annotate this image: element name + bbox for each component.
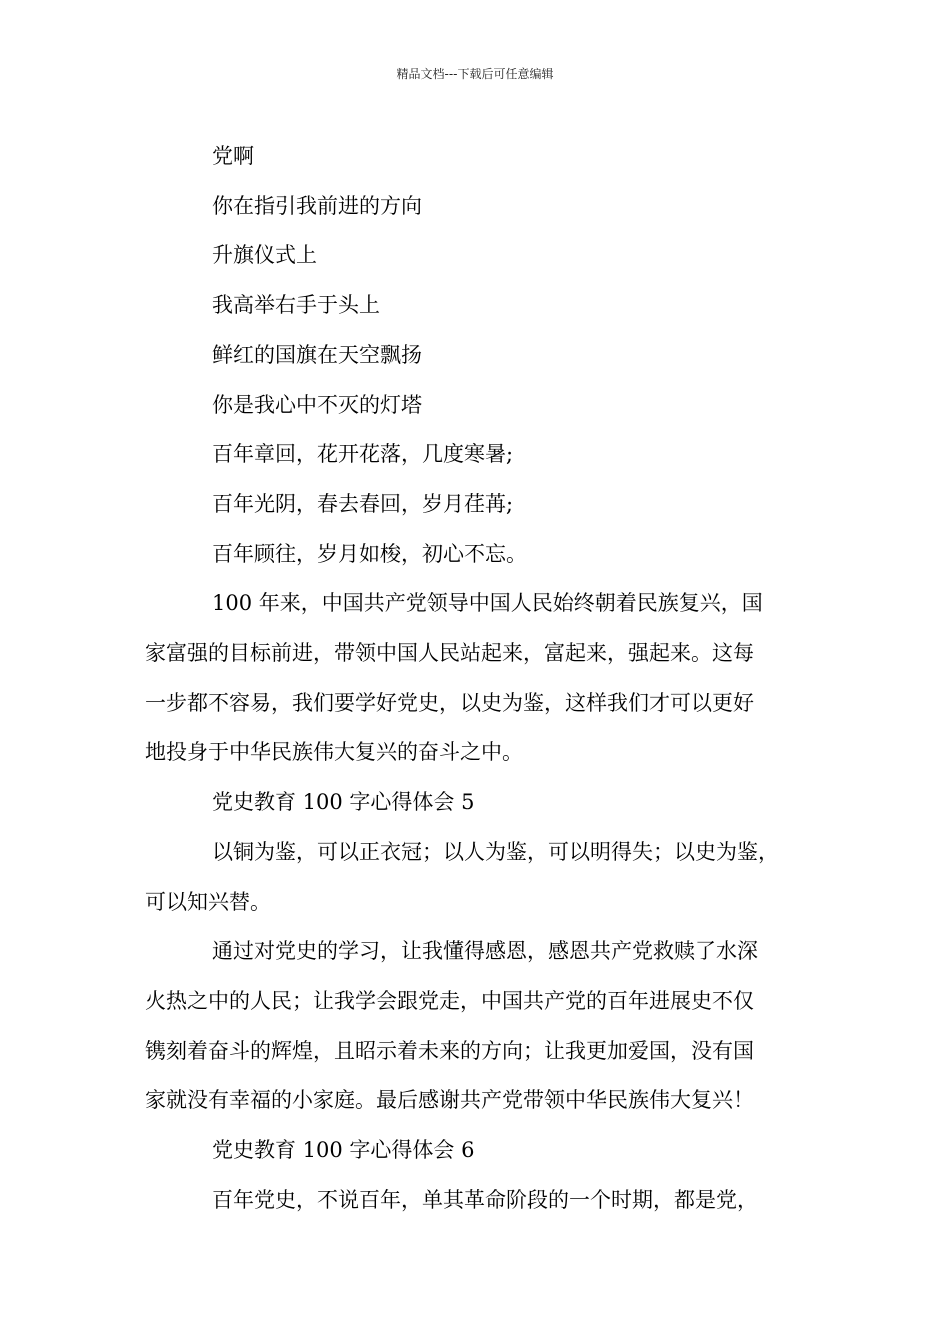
text-line: 你在指引我前进的方向: [212, 193, 422, 218]
section-heading: 党史教育 100 字心得体会 6: [212, 1138, 475, 1163]
text-line: 百年章回，花开花落，几度寒暑;: [212, 442, 514, 467]
text-line: 一步都不容易，我们要学好党史，以史为鉴，这样我们才可以更好: [145, 690, 754, 715]
text-line: 通过对党史的学习，让我懂得感恩，感恩共产党救赎了水深: [212, 939, 758, 964]
text-line: 可以知兴替。: [145, 889, 271, 914]
text-line: 百年党史，不说百年，单其革命阶段的一个时期，都是党，: [212, 1187, 758, 1212]
text-line: 鲜红的国旗在天空飘扬: [212, 342, 422, 367]
text-line: 百年光阴，春去春回，岁月荏苒;: [212, 491, 514, 516]
text-line: 家就没有幸福的小家庭。最后感谢共产党带领中华民族伟大复兴！: [145, 1088, 754, 1113]
text-line: 我高举右手于头上: [212, 293, 380, 318]
document-body: [145, 132, 810, 1225]
text-line: 以铜为鉴，可以正衣冠；以人为鉴，可以明得失；以史为鉴，: [212, 839, 779, 864]
text-line: 升旗仪式上: [212, 243, 317, 268]
section-heading: 党史教育 100 字心得体会 5: [212, 790, 475, 815]
text-line: 家富强的目标前进，带领中国人民站起来，富起来，强起来。这每: [145, 641, 754, 666]
text-line: 地投身于中华民族伟大复兴的奋斗之中。: [145, 740, 523, 765]
page-header: 精品文档---下载后可任意编辑: [396, 67, 554, 81]
text-line: 火热之中的人民；让我学会跟党走，中国共产党的百年进展史不仅: [145, 988, 754, 1013]
text-line: 100 年来，中国共产党领导中国人民始终朝着民族复兴，国: [212, 591, 763, 616]
text-line: 你是我心中不灭的灯塔: [212, 392, 422, 417]
text-line: 镌刻着奋斗的辉煌，且昭示着未来的方向；让我更加爱国，没有国: [145, 1038, 754, 1063]
text-line: 百年顾往，岁月如梭，初心不忘。: [212, 541, 527, 566]
text-line: 党啊: [212, 144, 254, 168]
